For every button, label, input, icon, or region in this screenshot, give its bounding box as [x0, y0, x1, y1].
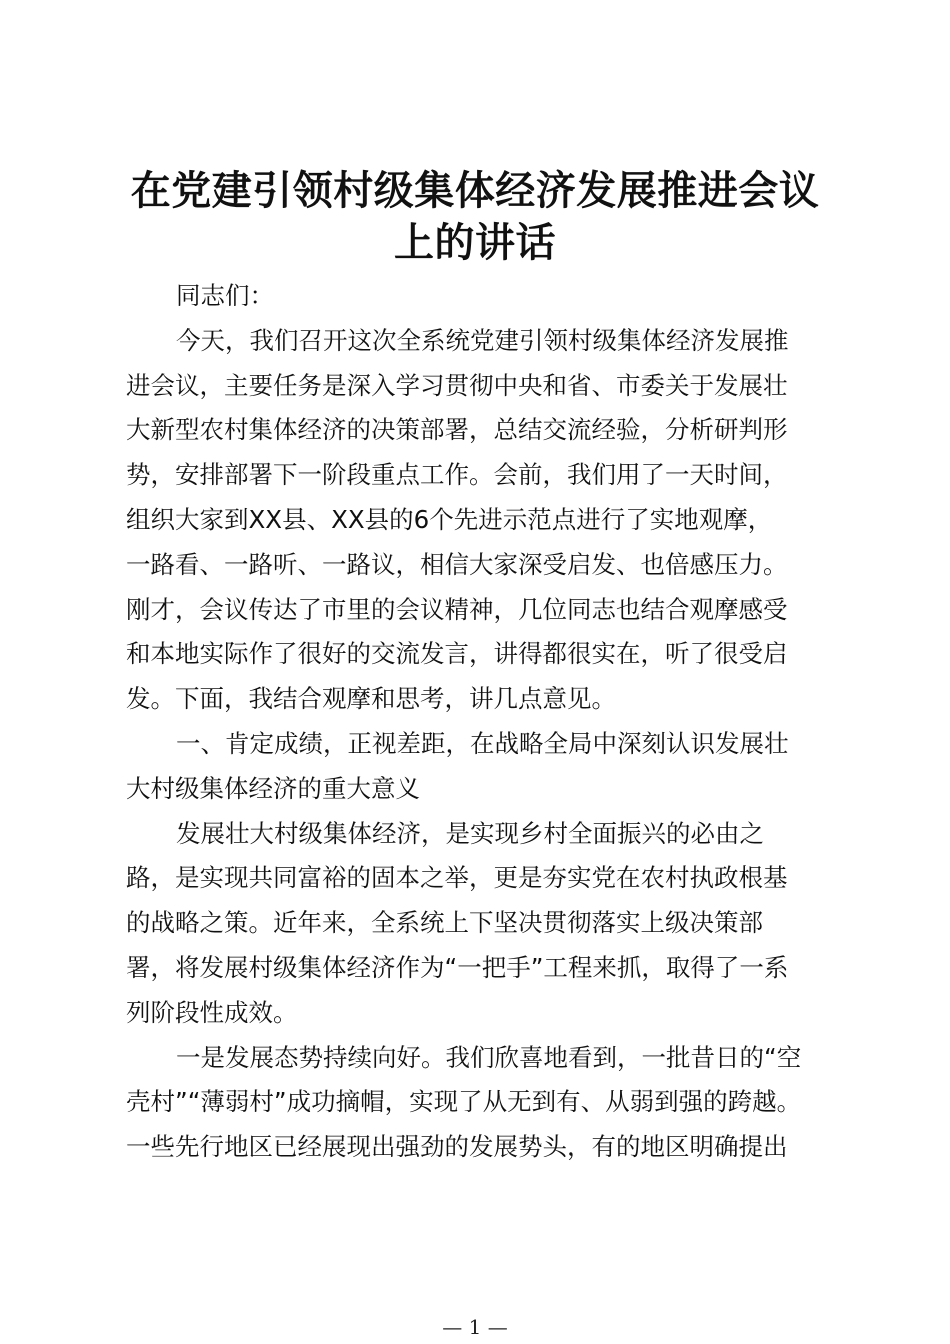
- body-text-line: 同志们：: [176, 281, 274, 310]
- document-title: [110, 165, 840, 269]
- body-text-line: 大新型农村集体经济的决策部署，总结交流经验，分析研判形: [126, 415, 788, 445]
- body-text-line: 今天，我们召开这次全系统党建引领村级集体经济发展推: [176, 325, 789, 355]
- body-text-line: 和本地实际作了很好的交流发言，讲得都很实在，听了很受启: [126, 639, 788, 669]
- body-text-line: 路，是实现共同富裕的固本之举，更是夯实党在农村执政根基: [126, 863, 788, 893]
- body-text-line: 一是发展态势持续向好。我们欣喜地看到，一批昔日的“空: [176, 1042, 802, 1072]
- page-number: — 1 —: [442, 1315, 508, 1339]
- body-text-line: 一些先行地区已经展现出强劲的发展势头，有的地区明确提出: [126, 1132, 788, 1162]
- body-text-line: 的战略之策。近年来，全系统上下坚决贯彻落实上级决策部: [126, 908, 763, 938]
- body-text-line: 一、肯定成绩，正视差距，在战略全局中深刻认识发展壮: [176, 728, 789, 758]
- title-line-1: 在党建引领村级集体经济发展推进会议: [130, 167, 820, 214]
- body-text-line: 刚才，会议传达了市里的会议精神，几位同志也结合观摩感受: [126, 594, 788, 624]
- document-body: [126, 274, 826, 1170]
- body-text-line: 大村级集体经济的重大意义: [126, 773, 420, 803]
- body-text-line: 进会议，主要任务是深入学习贯彻中央和省、市委关于发展壮: [126, 370, 788, 400]
- body-text-line: 壳村”“薄弱村”成功摘帽，实现了从无到有、从弱到强的跨越。: [126, 1087, 802, 1117]
- body-text-line: 发展壮大村级集体经济，是实现乡村全面振兴的必由之: [176, 818, 764, 848]
- body-text-line: 一路看、一路听、一路议，相信大家深受启发、也倍感压力。: [126, 549, 788, 579]
- body-text-line: 势，安排部署下一阶段重点工作。会前，我们用了一天时间，: [126, 460, 788, 490]
- body-text-line: 列阶段性成效。: [126, 997, 298, 1027]
- body-text-line: 组织大家到XX县、XX县的6个先进示范点进行了实地观摩，: [126, 504, 773, 534]
- body-text-line: 署，将发展村级集体经济作为“一把手”工程来抓，取得了一系: [126, 952, 789, 982]
- title-line-2: 上的讲话: [394, 219, 556, 266]
- body-text-line: 发。下面，我结合观摩和思考，讲几点意见。: [126, 684, 616, 714]
